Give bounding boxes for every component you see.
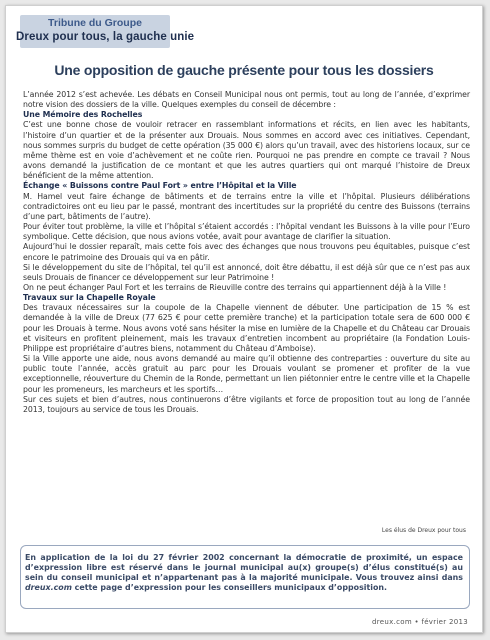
article-intro: L’année 2012 s’est achevée. Les débats en Conseil Municipal nous ont permis, tout au long de l’année, d’exprimer notre vision des dossiers de la ville. Quelques exemples du conseil de décembre : <box>23 90 470 110</box>
article-closing: Sur ces sujets et bien d’autres, nous continuerons d’être vigilants et force de proposition tout au long de l’année 2013, toujours au service de tous les Drouais. <box>23 394 470 414</box>
legal-notice-site: dreux.com <box>25 583 72 593</box>
section-heading-echange: Échange « Buissons contre Paul Fort » entre l’Hôpital et la Ville <box>23 181 297 191</box>
section-heading-chapelle: Travaux sur la Chapelle Royale <box>23 293 156 303</box>
magazine-page <box>5 5 483 633</box>
section-text-memoire: C’est une bonne chose de vouloir retracer en rassemblant informations et récits, en lien avec les habitants, l’histoire d’un quartier et de la présenter aux Drouais. Nous sommes en accord avec ces initiatives. Cependant, nous sommes surpris du budget de cette opération (35 000 €) alors qu’un travail, avec des historiens locaux, sur ce même thème est en voie d’achèvement et ne coûte rien. Pourquoi ne pas prendre en compte ce travail ? Nous avons demandé la justification de ce montant et que les autres quartiers qui ont marqué l’histoire de Dreux bénéficient de la même attention. <box>23 120 470 181</box>
section-paragraph: M. Hamel veut faire échange de bâtiments et de terrains entre la ville et l’hôpital. Plusieurs délibérations contradictoires ont eu lieu par le passé, montrant des incertitudes sur la propriété du centre des Buissons (terrains d’une part, bâtiments de l’autre). <box>23 191 470 221</box>
header-kicker: Tribune du Groupe <box>48 17 142 29</box>
legal-notice-part1: En application de la loi du 27 février 2002 concernant la démocratie de proximité, un espace d’expression libre est réservé dans le journal municipal au(x) groupe(s) d’élus constitué(s) au sein du conseil municipal et n’appartenant pas à la majorité municipale. Vous trouvez ainsi dans <box>25 553 463 583</box>
article-signature: Les élus de Dreux pour tous <box>381 527 466 534</box>
section-heading-memoire: Une Mémoire des Rochelles <box>23 110 143 120</box>
article-title: Une opposition de gauche présente pour tous les dossiers <box>54 62 434 78</box>
page-footer: dreux.com • février 2013 <box>372 618 468 626</box>
section-paragraph: Si la Ville apporte une aide, nous avons demandé au maire qu’il obtienne des contreparties : ouverture du site au public toute l’année, accès gratuit au parc pour les Drouais voulant se promener et profiter de la vue exceptionnelle, réouverture du Chemin de la Ronde, permettant un lien piétonnier entre le centre ville et la Chapelle pour les promeneurs, les marcheurs et les sportifs… <box>23 354 470 394</box>
legal-notice-box <box>20 545 470 609</box>
section-paragraph: Pour éviter tout problème, la ville et l’hôpital s’étaient accordés : l’hôpital vendant les Buissons à la ville pour l’Euro symbolique. Cette décision, que nous avions votée, avait pour avantage de clarifier la situation. <box>23 222 470 242</box>
article-body <box>23 90 470 415</box>
header-group-name: Dreux pour tous, la gauche unie <box>16 31 195 43</box>
legal-notice-part2: cette page d’expression pour les conseillers municipaux d’opposition. <box>71 583 387 593</box>
section-paragraph: Si le développement du site de l’hôpital, tel qu’il est annoncé, doit être débattu, il est déjà sûr que ce n’est pas aux seuls Drouais de financer ce développement sur leur Patrimoine ! <box>23 262 470 282</box>
legal-notice-text <box>25 553 463 593</box>
section-paragraph: Aujourd’hui le dossier reparaît, mais cette fois avec des échanges que nous trouvons peu équitables, puisque c’est encore le patrimoine des Drouais qui va en pâtir. <box>23 242 470 262</box>
section-paragraph: Des travaux nécessaires sur la coupole de la Chapelle viennent de débuter. Une participation de 15 % est demandée à la ville de Dreux (77 625 € pour cette première tranche) et la participation totale sera de 600 000 € pour les Drouais à terme. Nous avons voté sans hésiter la mise en lumière de la Chapelle et du Château car Drouais et visiteurs en profitent pleinement, mais les travaux d’entretien incombent au propriétaire (la Fondation Louis-Philippe est propriétaire d’autres biens, notamment du Château d’Amboise). <box>23 303 470 353</box>
section-header <box>16 15 195 48</box>
section-paragraph: On ne peut échanger Paul Fort et les terrains de Rieuville contre des terrains qui appartiennent déjà à la Ville ! <box>23 282 447 292</box>
